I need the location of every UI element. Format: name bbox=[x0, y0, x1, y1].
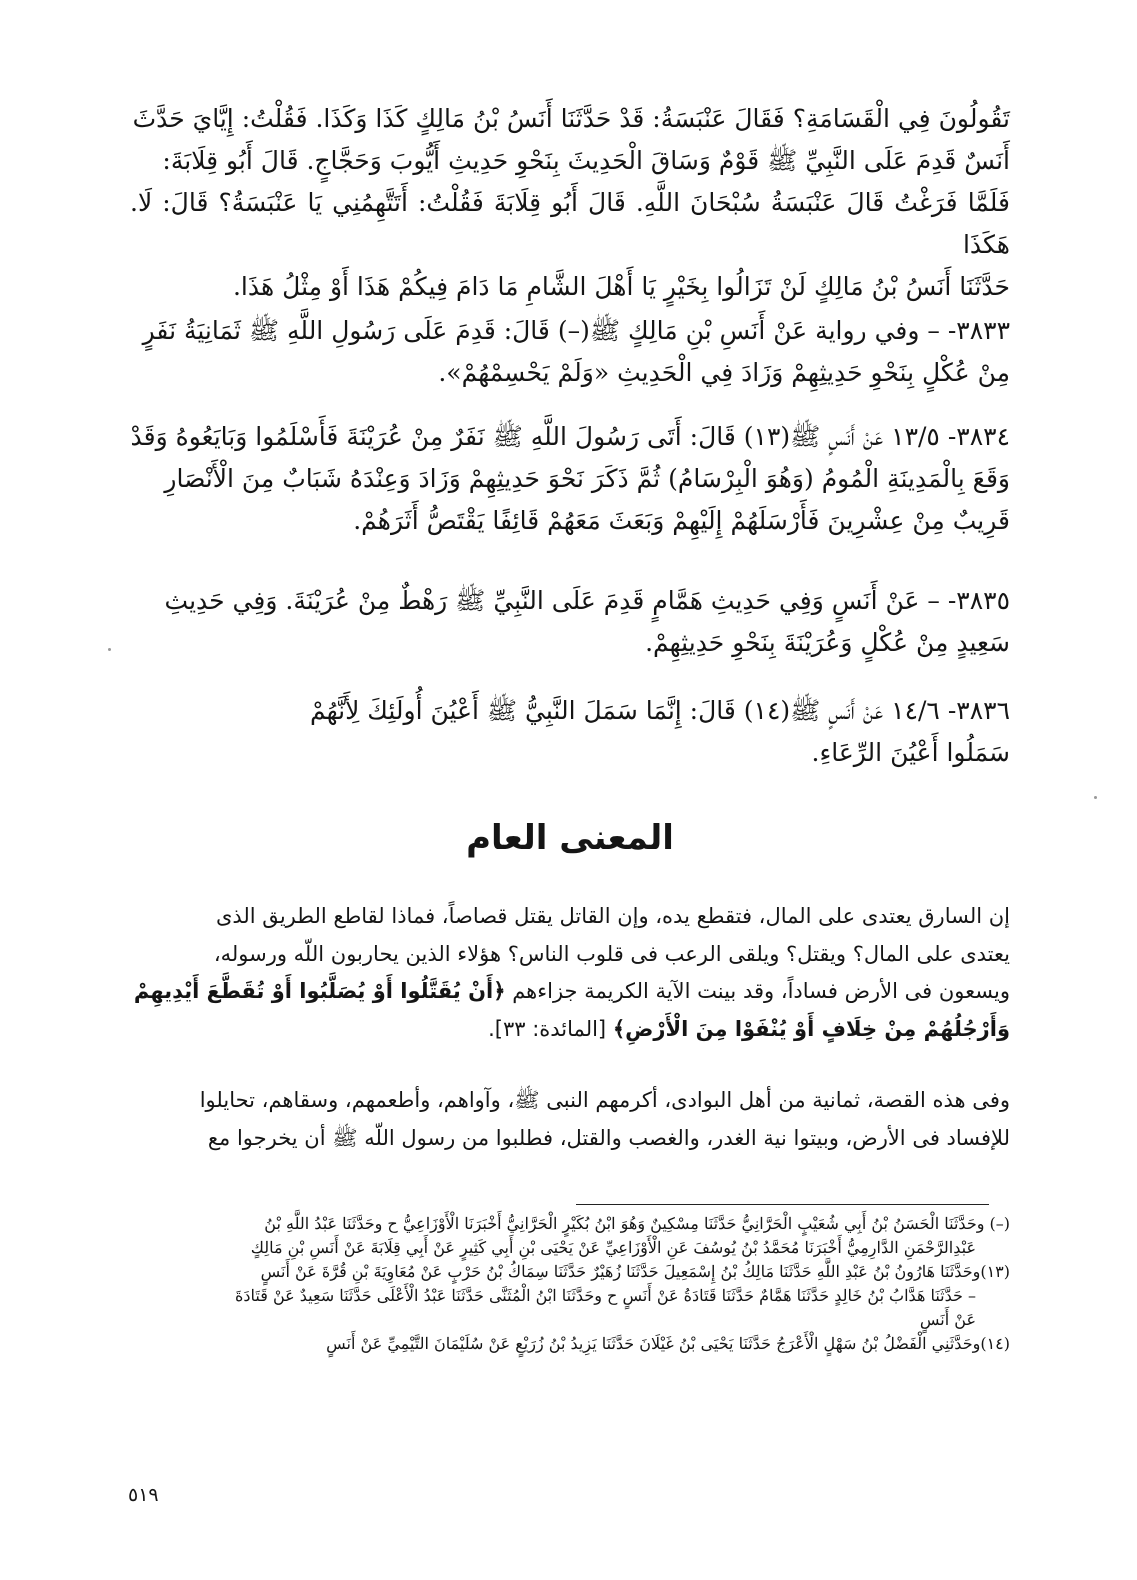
text-line: يعتدى على المال؟ ويقتل؟ ويلقى الرعب فى قلوب الناس؟ هؤلاء الذين يحاربون اللّه ورسوله، bbox=[213, 941, 1010, 966]
verse-reference: [المائدة: ٣٣]. bbox=[488, 1016, 607, 1041]
text-line: سَعِيدٍ مِنْ عُكْلٍ وَعُرَيْنَةَ بِنَحْوِ حَدِيثِهِمْ. bbox=[645, 628, 1010, 657]
text-line: ٣٨٣٣- – وفي رواية عَنْ أَنَسِ بْنِ مَالِكٍ ﷺ(–) قَالَ: قَدِمَ عَلَى رَسُولِ اللَّهِ ﷺ ثَمَانِيَةُ نَفَرٍ bbox=[142, 316, 1010, 345]
text-line: ٣٨٣٥- – عَنْ أَنَسٍ وَفِي حَدِيثِ هَمَّامٍ قَدِمَ عَلَى النَّبِيِّ ﷺ رَهْطٌ مِنْ عُرَيْنَةَ. وَفِي حَدِيثِ bbox=[164, 586, 1010, 615]
text-line: تَقُولُونَ فِي الْقَسَامَةِ؟ فَقَالَ عَنْبَسَةُ: قَدْ حَدَّثَنَا أَنَسُ بْنُ مَالِكٍ كَذَا وَكَذَا. فَقُلْتُ: إِيَّايَ حَدَّثَ bbox=[132, 104, 1010, 133]
footnote-line: (١٣)وحَدَّثَنَا هَارُونُ بْنُ عَبْدِ اللَّهِ حَدَّثَنَا مَالِكُ بْنُ إِسْمَعِيلَ حَدَّثَنَا زُهَيْرٌ حَدَّثَنَا سِمَاكُ بْنُ حَرْبٍ عَنْ مُعَاوِيَةَ بْنِ قُرَّةَ عَنْ أَنَسٍ bbox=[260, 1262, 1010, 1281]
footnote-line: (١٤)وحَدَّثَنِي الْفَضْلُ بْنُ سَهْلٍ الْأَعْرَجُ حَدَّثَنَا يَحْيَى بْنُ غَيْلَانَ حَدَّثَنَا يَزِيدُ بْنُ زُرَيْعٍ عَنْ سُلَيْمَانَ التَّيْمِيِّ عَنْ أَنَسٍ bbox=[326, 1334, 1010, 1353]
text-segment: ويسعون فى الأرض فساداً، وقد بينت الآية الكريمة جزاءهم bbox=[512, 979, 1010, 1003]
scan-speck bbox=[1094, 796, 1097, 799]
text-line bbox=[130, 973, 1010, 1011]
text-line: قَرِيبٌ مِنْ عِشْرِينَ فَأَرْسَلَهُمْ إِلَيْهِمْ وَبَعَثَ مَعَهُمْ قَائِفًا يَقْتَصُّ أَثَرَهُمْ. bbox=[353, 506, 1010, 535]
text-line: ٣٨٣٤- ١٣/٥ عَنْ أَنَسٍ ﷺ(١٣) قَالَ: أَتَى رَسُولَ اللَّهِ ﷺ نَفَرٌ مِنْ عُرَيْنَةَ فَأَسْلَمُوا وَبَايَعُوهُ وَقَدْ bbox=[130, 422, 1010, 451]
hadith-3836 bbox=[130, 690, 1010, 774]
text-line: فَلَمَّا فَرَغْتُ قَالَ عَنْبَسَةُ سُبْحَانَ اللَّهِ. قَالَ أَبُو قِلَابَةَ فَقُلْتُ: أَتَتَّهِمُنِي يَا عَنْبَسَةُ؟ قَالَ: لَا. هَكَذَا bbox=[130, 188, 1010, 259]
text-line: سَمَلُوا أَعْيُنَ الرِّعَاءِ. bbox=[811, 738, 1010, 767]
footnote-divider bbox=[576, 1204, 989, 1205]
general-meaning-paragraph-1 bbox=[130, 898, 1010, 1048]
general-meaning-paragraph-2 bbox=[130, 1082, 1010, 1157]
text-line: وفى هذه القصة، ثمانية من أهل البوادى، أكرمهم النبى ﷺ، وآواهم، وأطعمهم، وسقاهم، تحايلوا bbox=[199, 1088, 1010, 1112]
hadith-3833 bbox=[130, 310, 1010, 394]
hadith-3834 bbox=[130, 416, 1010, 542]
text-line bbox=[130, 1011, 1010, 1049]
footnote-line: (–) وحَدَّثَنَا الْحَسَنُ بْنُ أَبِي شُعَيْبٍ الْحَرَّانِيُّ حَدَّثَنَا مِسْكِينٌ وَهُوَ ابْنُ بُكَيْرٍ الْحَرَّانِيُّ أَخْبَرَنَا الْأَوْزَاعِيُّ ح وحَدَّثَنَا عَبْدُ اللَّهِ بْنُ bbox=[264, 1214, 1010, 1233]
page-number: ٥١٩ bbox=[128, 1484, 159, 1506]
footnote-line: عَنْ أَنَسٍ bbox=[919, 1310, 976, 1329]
text-line: أَنَسٌ قَدِمَ عَلَى النَّبِيِّ ﷺ قَوْمٌ وَسَاقَ الْحَدِيثَ بِنَحْوِ حَدِيثِ أَيُّوبَ وَحَجَّاجٍ. قَالَ أَبُو قِلَابَةَ: bbox=[162, 146, 1010, 175]
footnotes bbox=[130, 1212, 1010, 1356]
text-line: للإفساد فى الأرض، وبيتوا نية الغدر، والغصب والقتل، فطلبوا من رسول اللّه ﷺ أن يخرجوا مع bbox=[207, 1125, 1010, 1150]
text-line: حَدَّثَنَا أَنَسُ بْنُ مَالِكٍ لَنْ تَزَالُوا بِخَيْرٍ يَا أَهْلَ الشَّامِ مَا دَامَ فِيكُمْ هَذَا أَوْ مِثْلُ هَذَا. bbox=[232, 272, 1010, 301]
text-line: إن السارق يعتدى على المال، فتقطع يده، وإن القاتل يقتل قصاصاً، فماذا لقاطع الطريق الذى bbox=[215, 904, 1010, 928]
section-heading: المعنى العام bbox=[466, 818, 674, 858]
scan-speck bbox=[108, 648, 111, 651]
text-line: مِنْ عُكْلٍ بِنَحْوِ حَدِيثِهِمْ وَزَادَ فِي الْحَدِيثِ «وَلَمْ يَحْسِمْهُمْ». bbox=[438, 358, 1010, 387]
text-line: وَقَعَ بِالْمَدِينَةِ الْمُومُ (وَهُوَ الْبِرْسَامُ) ثُمَّ ذَكَرَ نَحْوَ حَدِيثِهِمْ وَزَادَ وَعِنْدَهُ شَبَابٌ مِنَ الْأَنْصَارِ bbox=[164, 464, 1010, 493]
quran-verse: وَأَرْجُلُهُمْ مِنْ خِلَافٍ أَوْ يُنْفَوْا مِنَ الْأَرْضِ﴾ bbox=[612, 1016, 1010, 1041]
text-line: ٣٨٣٦- ١٤/٦ عَنْ أَنَسٍ ﷺ(١٤) قَالَ: إِنَّمَا سَمَلَ النَّبِيُّ ﷺ أَعْيُنَ أُولَئِكَ لِأَنَّهُمْ bbox=[309, 696, 1010, 725]
hadith-3835 bbox=[130, 580, 1010, 664]
footnote-line: عَبْدِالرَّحْمَنِ الدَّارِمِيُّ أَخْبَرَنَا مُحَمَّدُ بْنُ يُوسُفَ عَنِ الْأَوْزَاعِيِّ عَنْ يَحْيَى بْنِ أَبِي كَثِيرٍ عَنْ أَبِي قِلَابَةَ عَنْ أَنَسِ بْنِ مَالِكٍ bbox=[250, 1238, 976, 1257]
hadith-continuation bbox=[130, 98, 1010, 308]
quran-verse: ﴿أَنْ يُقَتَّلُوا أَوْ يُصَلَّبُوا أَوْ تُقَطَّعَ أَيْدِيهِمْ bbox=[133, 979, 506, 1003]
footnote-line: – حَدَّثَنَا هَدَّابُ بْنُ خَالِدٍ حَدَّثَنَا هَمَّامٌ حَدَّثَنَا قَتَادَةُ عَنْ أَنَسٍ ح وحَدَّثَنَا ابْنُ الْمُثَنَّى حَدَّثَنَا عَبْدُ الْأَعْلَى حَدَّثَنَا سَعِيدٌ عَنْ قَتَادَةَ bbox=[235, 1286, 976, 1305]
